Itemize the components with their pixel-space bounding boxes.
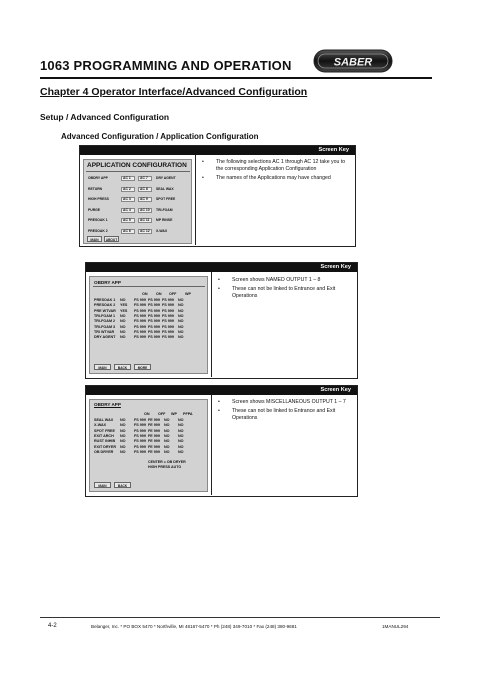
table-cell: NO (178, 335, 184, 340)
table-cell: FE 999 (148, 444, 160, 449)
table-cell: YES (120, 308, 128, 313)
table-cell: FE 999 (148, 418, 160, 422)
panel-divider (211, 395, 212, 495)
table-cell: NO (178, 308, 184, 313)
panel-divider (195, 155, 196, 245)
screen-key-header: Screen Key (86, 263, 357, 272)
column-header: OFF (158, 412, 166, 416)
table-cell: NO (178, 303, 184, 308)
table-cell: NO (178, 449, 184, 454)
config-label: X-WAX (156, 228, 168, 233)
note-item: • The names of the Applications may have changed (198, 175, 348, 182)
table-cell: NO (178, 298, 184, 302)
table-cell: FS 999 (162, 313, 174, 318)
table-cell: FS 999 (134, 449, 146, 454)
table-cell: FE 999 (148, 449, 160, 454)
table-cell: NO (178, 428, 184, 433)
table-row[interactable] (94, 423, 206, 428)
table-cell: FS 999 (162, 308, 174, 313)
table-row[interactable] (94, 325, 206, 330)
table-cell: FS 999 (162, 298, 174, 302)
table-cell: FS 999 (134, 313, 146, 318)
note-item: • These can not be linked to Entrance and Exit Operations (214, 408, 352, 422)
table-cell: FS 999 (148, 308, 160, 313)
screen-panel-application-config (79, 145, 356, 247)
table-cell: NO (178, 439, 184, 444)
table-cell: FS 999 (162, 329, 174, 334)
table-cell: FS 999 (148, 298, 160, 302)
config-label: HIGH PRESS (88, 197, 109, 201)
screen-key-notes (214, 277, 352, 302)
table-cell: PRE WTVAR (94, 308, 116, 313)
ac-button-label: AC 5 (123, 218, 131, 222)
lcd-title: OBDRY APP (94, 402, 121, 407)
table-cell: SPOT FREE (94, 428, 115, 433)
section-title: Setup / Advanced Configuration (40, 112, 170, 122)
column-header: WP (171, 412, 177, 416)
back-button[interactable]: BACK (114, 482, 131, 488)
table-cell: FS 999 (134, 324, 146, 329)
table-cell: NO (120, 433, 126, 438)
center-note: HIGH PRESS AUTO (148, 465, 182, 469)
table-cell: NO (120, 444, 126, 449)
ac-button-label: AC 3 (123, 197, 131, 201)
note-item: • The following selections AC 1 through AC 12 take you to the corresponding Application Configuration (198, 159, 348, 173)
table-row[interactable] (94, 314, 206, 319)
footer-address: Belanger, Inc. * PO BOX 5470 * Northville, MI 48167-5470 * Ph (248) 349-7010 * Fax (248) 380-9681 (91, 624, 297, 629)
table-cell: NO (178, 423, 184, 428)
table-cell: NO (178, 329, 184, 334)
ac-button-label: AC 11 (140, 218, 150, 222)
column-header: OFF (169, 292, 177, 296)
footer-rule (40, 617, 440, 618)
table-cell: TRI-FOAM 1 (94, 313, 116, 318)
back-button[interactable]: BACK (114, 364, 131, 370)
table-cell: NO (120, 423, 126, 428)
table-cell: NO (164, 418, 170, 422)
svg-text:SABER: SABER (333, 56, 373, 69)
table-row[interactable] (94, 330, 206, 335)
screen-panel-misc-output (85, 385, 358, 497)
table-row[interactable] (94, 298, 206, 303)
column-header: ON (142, 292, 148, 296)
main-button[interactable]: MAIN (87, 236, 102, 242)
table-cell: NO (120, 428, 126, 433)
table-cell: FS 999 (134, 335, 146, 340)
ac-button-label: AC 2 (123, 186, 131, 191)
ac-button-label: AC 1 (123, 176, 131, 180)
config-label: PRESOAK 2 (88, 228, 108, 233)
table-cell: DRY AGENT (94, 335, 116, 340)
table-cell: FS 999 (148, 324, 160, 329)
table-cell: FS 999 (134, 444, 146, 449)
config-label: MP RINSE (156, 218, 173, 222)
table-row[interactable] (94, 319, 206, 324)
ac-button-label: AC 12 (140, 228, 150, 233)
table-cell: FE 999 (148, 423, 160, 428)
note-item: • These can not be linked to Entrance and Exit Operations (214, 286, 352, 300)
lcd-screen (89, 276, 208, 374)
column-header: WP (185, 292, 191, 296)
more-button[interactable]: MORE (134, 364, 151, 370)
table-cell: FS 999 (134, 423, 146, 428)
table-cell: SEAL WAX (94, 418, 114, 422)
table-cell: NO (178, 433, 184, 438)
lcd-screen (89, 399, 208, 492)
ac-button-label: AC 9 (140, 197, 148, 201)
table-cell: FS 999 (148, 303, 160, 308)
table-cell: FS 999 (134, 428, 146, 433)
table-row[interactable] (94, 450, 206, 455)
table-cell: FS 999 (134, 329, 146, 334)
lcd-screen (83, 159, 192, 244)
subsection-title: Advanced Configuration / Application Configuration (61, 132, 259, 141)
table-row[interactable] (94, 303, 206, 308)
config-label: PRESOAK 1 (88, 218, 108, 222)
note-item: • Screen shows NAMED OUTPUT 1 – 8 (214, 277, 352, 284)
table-cell: TRI WTVAR (94, 329, 115, 334)
document-title: 1063 PROGRAMMING AND OPERATION (40, 58, 292, 73)
table-cell: NO (164, 439, 170, 444)
screen-panel-named-output (85, 262, 358, 379)
table-cell: NO (178, 444, 184, 449)
screen-key-header: Screen Key (86, 386, 357, 395)
table-cell: FS 999 (134, 433, 146, 438)
table-cell: TRI-FOAM 2 (94, 319, 116, 324)
table-cell: NO (178, 313, 184, 318)
table-cell: NO (120, 298, 126, 302)
table-cell: FE 999 (148, 439, 160, 444)
ac-button-label: AC 6 (123, 228, 131, 233)
table-header (94, 412, 206, 417)
lcd-title: OBDRY APP (94, 280, 121, 285)
table-cell: FS 999 (148, 335, 160, 340)
column-header: ON (156, 292, 162, 296)
table-row[interactable] (94, 445, 206, 450)
table-row[interactable] (94, 434, 206, 439)
table-cell: PRESOAK 1 (94, 298, 116, 302)
table-cell: NO (164, 444, 170, 449)
config-label: SEAL WAX (156, 186, 174, 191)
config-label: DRY AGENT (156, 176, 176, 180)
table-row[interactable] (94, 429, 206, 434)
panel-divider (211, 272, 212, 377)
config-label: PURGE (88, 207, 101, 212)
table-cell: NO (120, 449, 126, 454)
center-note: CENTER = OB DRYER (148, 460, 186, 464)
lcd-divider (93, 286, 205, 287)
about-button[interactable]: ABOUT (105, 238, 118, 242)
table-cell: NO (120, 319, 126, 324)
table-cell: FS 999 (162, 303, 174, 308)
page-number: 4-2 (48, 623, 57, 629)
table-cell: NO (120, 313, 126, 318)
table-cell: NO (120, 439, 126, 444)
ac-button-label: AC 10 (140, 207, 150, 212)
table-cell: FS 999 (134, 298, 146, 302)
ac-button-label: AC 8 (140, 186, 148, 191)
ac-button-label: AC 4 (123, 207, 131, 212)
table-cell: NO (120, 324, 126, 329)
table-cell: FE 999 (148, 433, 160, 438)
table-cell: FS 999 (162, 324, 174, 329)
column-header: PFPA (183, 412, 193, 416)
config-label: TRI-FOAM (156, 207, 173, 212)
header-rule (40, 77, 432, 79)
table-header (94, 292, 206, 297)
table-cell: RUST INHIB (94, 439, 116, 444)
main-button[interactable]: MAIN (94, 482, 111, 488)
table-cell: EXIT DRYER (94, 444, 116, 449)
lcd-title: APPLICATION CONFIGURATION (87, 162, 187, 169)
table-row[interactable] (94, 309, 206, 314)
table-cell: OB DRYER (94, 449, 114, 454)
table-cell: NO (120, 335, 126, 340)
note-item: • Screen shows MISCELLANEOUS OUTPUT 1 – 7 (214, 399, 352, 406)
table-cell: FE 999 (148, 428, 160, 433)
lcd-divider (86, 171, 190, 172)
table-row[interactable] (94, 439, 206, 444)
ac-button-label: AC 7 (140, 176, 148, 180)
table-cell: NO (164, 428, 170, 433)
table-cell: FS 999 (134, 319, 146, 324)
config-label: SPOT FREE (156, 197, 176, 201)
table-cell: NO (178, 319, 184, 324)
config-label: OBDRY APP (88, 176, 108, 180)
table-row[interactable] (94, 335, 206, 340)
table-cell: TRI-FOAM 3 (94, 324, 116, 329)
saber-logo (311, 47, 395, 75)
document-code: 1MANUL294 (382, 624, 409, 629)
table-cell: NO (178, 418, 184, 422)
table-cell: FS 999 (134, 439, 146, 444)
table-cell: NO (164, 423, 170, 428)
table-cell: FS 999 (148, 313, 160, 318)
table-cell: NO (164, 433, 170, 438)
table-cell: FS 999 (162, 319, 174, 324)
screen-key-notes (198, 159, 348, 184)
config-label: RETURN (88, 186, 103, 191)
table-cell: NO (120, 418, 126, 422)
table-cell: X-WAX (94, 423, 107, 428)
table-cell: NO (164, 449, 170, 454)
table-cell: YES (120, 303, 128, 308)
screen-key-notes (214, 399, 352, 424)
table-cell: FS 999 (134, 308, 146, 313)
table-cell: NO (120, 329, 126, 334)
column-header: ON (144, 412, 150, 416)
table-cell: FS 999 (148, 319, 160, 324)
table-cell: FS 999 (134, 418, 146, 422)
table-cell: FS 999 (162, 335, 174, 340)
table-cell: PRESOAK 2 (94, 303, 116, 308)
table-cell: FS 999 (134, 303, 146, 308)
screen-key-header: Screen Key (80, 146, 355, 155)
main-button[interactable]: MAIN (94, 364, 111, 370)
chapter-title: Chapter 4 Operator Interface/Advanced Configuration (40, 86, 308, 98)
table-cell: FS 999 (148, 329, 160, 334)
table-cell: NO (178, 324, 184, 329)
table-row[interactable] (94, 418, 206, 423)
table-cell: EXIT ARCH (94, 433, 114, 438)
